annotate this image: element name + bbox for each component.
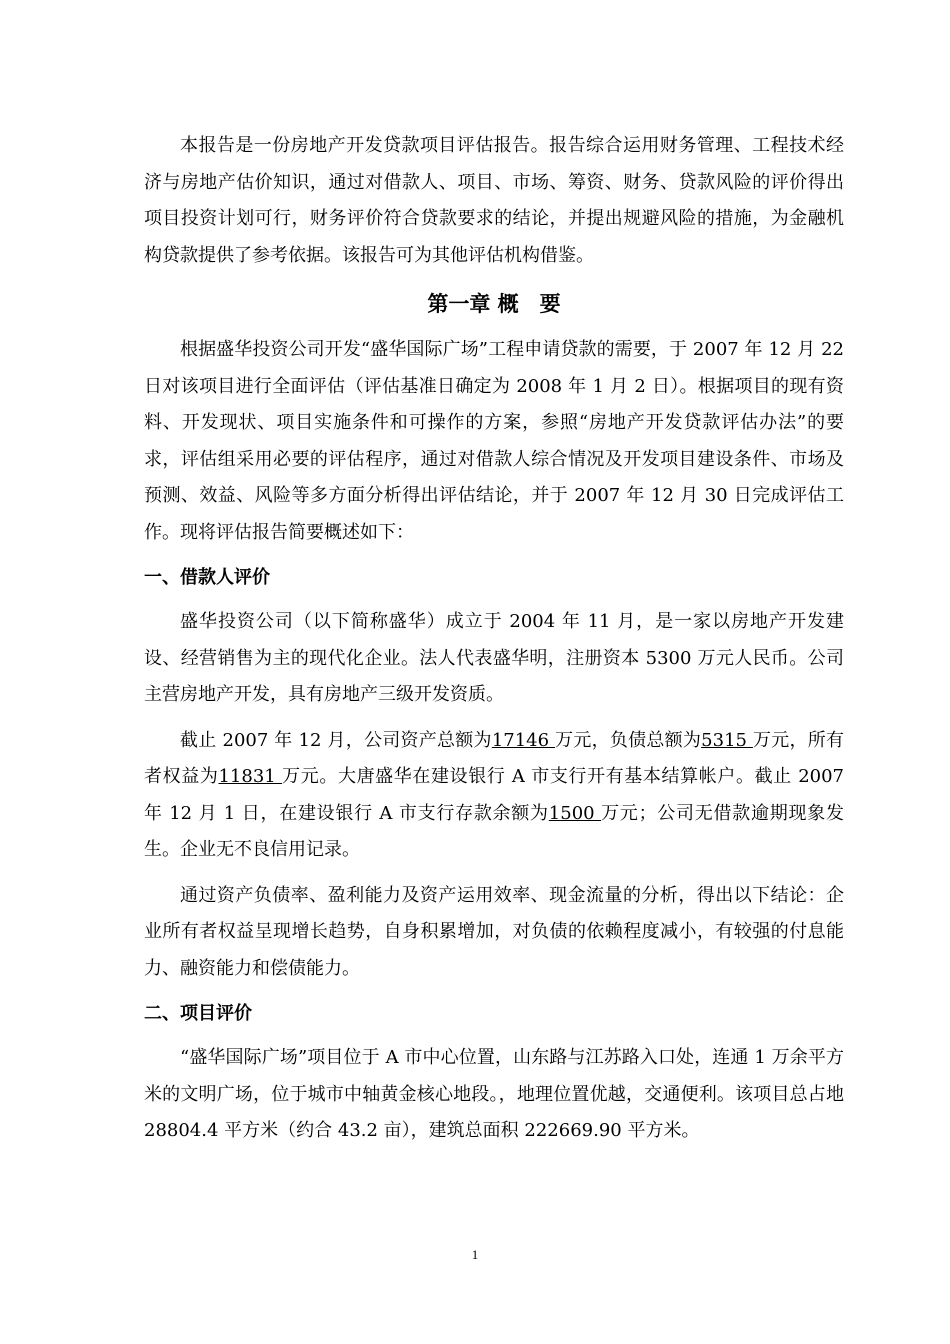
total-liabilities-value: 5315 — [701, 729, 753, 751]
text-span: 万元，所有者权益为 — [144, 729, 845, 787]
project-paragraph-1: “盛华国际广场”项目位于 A 市中心位置，山东路与江苏路入口处，连通 1 万余平方米的文明广场，位于城市中轴黄金核心地段。，地理位置优越，交通便利。该项目总占地 28804.4 平方米（约合 43.2 亩），建筑总面积 222669.90 平方米。 — [144, 1047, 844, 1141]
text-span: 万元；公司无借款逾期现象发生。企业无不良信用记录。 — [144, 802, 845, 860]
section-heading-project: 二、项目评价 — [144, 1003, 252, 1024]
text-span: 万元。大唐盛华在建设银行 A 市支行开有基本结算帐户。截止 2007 年 12 月 1 日，在建设银行 A 市支行存款余额为 — [144, 766, 845, 824]
document-body — [144, 128, 844, 1159]
total-assets-value: 17146 — [491, 729, 556, 751]
overview-paragraph: 根据盛华投资公司开发“盛华国际广场”工程申请贷款的需要，于 2007 年 12 月 22 日对该项目进行全面评估（评估基准日确定为 2008 年 1 月 2 日）。根据项目的现有资料、开发现状、项目实施条件和可操作的方案，参照“房地产开发贷款评估办法”的要求，评估组采用必要的评估程序，通过对借款人综合情况及开发项目建设条件、市场及预测、效益、风险等多方面分析得出评估结论，并于 2007 年 12 月 30 日完成评估工作。现将评估报告简要概述如下： — [144, 339, 844, 543]
text-span: 截止 2007 年 12 月，公司资产总额为 — [180, 729, 492, 751]
borrower-paragraph-2 — [144, 723, 844, 869]
owners-equity-value: 11831 — [218, 766, 283, 787]
deposit-balance-value: 1500 — [548, 802, 602, 824]
page-number: 1 — [471, 1247, 479, 1262]
chapter-title: 第一章 概 要 — [427, 292, 561, 316]
borrower-paragraph-1: 盛华投资公司（以下简称盛华）成立于 2004 年 11 月，是一家以房地产开发建设、经营销售为主的现代化企业。法人代表盛华明，注册资本 5300 万元人民币。公司主营房地产开发，具有房地产三级开发资质。 — [144, 611, 844, 705]
section-heading-borrower: 一、借款人评价 — [144, 567, 270, 588]
borrower-paragraph-3: 通过资产负债率、盈利能力及资产运用效率、现金流量的分析，得出以下结论：企业所有者权益呈现增长趋势，自身积累增加，对负债的依赖程度减小，有较强的付息能力、融资能力和偿债能力。 — [144, 884, 844, 979]
text-span: 万元，负债总额为 — [555, 729, 702, 751]
intro-paragraph: 本报告是一份房地产开发贷款项目评估报告。报告综合运用财务管理、工程技术经济与房地产估价知识，通过对借款人、项目、市场、筹资、财务、贷款风险的评价得出项目投资计划可行，财务评价符合贷款要求的结论，并提出规避风险的措施，为金融机构贷款提供了参考依据。该报告可为其他评估机构借鉴。 — [144, 135, 844, 266]
